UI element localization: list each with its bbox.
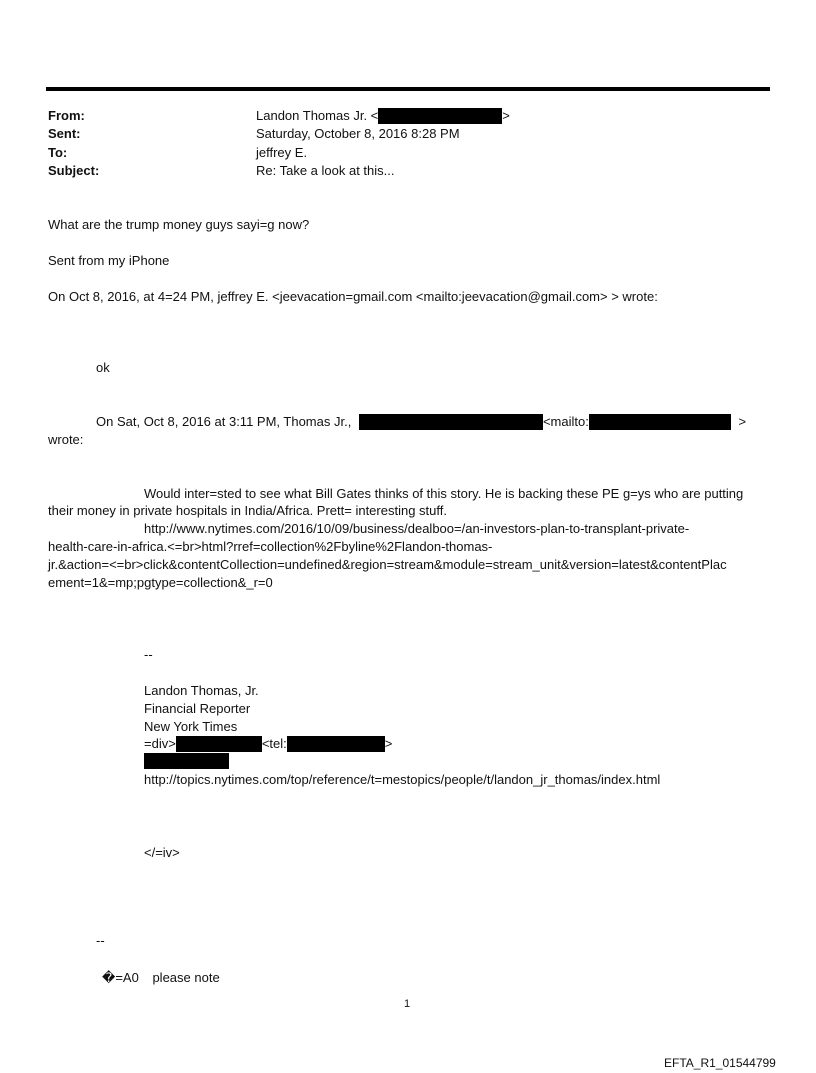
quote-intro: On Sat, Oct 8, 2016 at 3:11 PM, Thomas Jr., xyxy=(96,414,352,429)
article-url-line-1: http://www.nytimes.com/2016/10/09/business/dealboo=/an-investors-plan-to-transplant-private- xyxy=(144,521,690,536)
body-line-on-date: On Oct 8, 2016, at 4=24 PM, jeffrey E. <jeevacation=gmail.com <mailto:jeevacation@gmail.com> > wrote: xyxy=(48,289,658,304)
para-line-1: Would inter=sted to see what Bill Gates thinks of this story. He is backing these PE g=ys who are putting xyxy=(144,486,744,501)
signature-url: http://topics.nytimes.com/top/reference/t=mestopics/people/t/landon_jr_thomas/index.html xyxy=(144,772,661,787)
redaction-block xyxy=(144,753,229,769)
body-line-sent-from: Sent from my iPhone xyxy=(48,253,170,268)
quote-mailto: <mailto: xyxy=(542,414,589,429)
signature-name: Landon Thomas, Jr. xyxy=(144,683,259,698)
to-label: To: xyxy=(48,145,68,160)
document-id: EFTA_R1_01544799 xyxy=(664,1056,776,1070)
article-url-line-3: jr.&action=<=br>click&contentCollection=undefined&region=stream&module=stream_unit&version=latest&contentPlac xyxy=(48,557,727,572)
signature-tel: <tel: xyxy=(261,736,287,751)
quote-header xyxy=(96,414,746,430)
article-url-line-2: health-care-in-africa.<=br>html?rref=collection%2Fbyline%2Flandon-thomas- xyxy=(48,539,493,554)
note-line xyxy=(102,970,220,986)
signature-div: =div> xyxy=(144,736,176,751)
redaction-block xyxy=(359,414,543,430)
page-number: 1 xyxy=(404,998,411,1010)
signature-end-div: </=iv> xyxy=(144,845,180,860)
subject-label: Subject: xyxy=(48,163,100,178)
signature-org: New York Times xyxy=(144,719,238,734)
para-line-2: their money in private hospitals in India/Africa. Prett= interesting stuff. xyxy=(48,503,447,518)
signature-contact xyxy=(144,736,392,752)
quote-close: > xyxy=(738,414,747,429)
header-rule xyxy=(46,87,770,91)
from-close: > xyxy=(502,108,510,123)
article-url-line-4: ement=1&=mp;pgtype=collection&_r=0 xyxy=(48,575,273,590)
quote-wrote: wrote: xyxy=(48,432,84,447)
sent-value: Saturday, October 8, 2016 8:28 PM xyxy=(256,126,460,141)
to-value: jeffrey E. xyxy=(256,145,308,160)
signature-dash: -- xyxy=(144,647,153,662)
redaction-block xyxy=(176,736,262,752)
body-line-question: What are the trump money guys sayi=g now? xyxy=(48,217,310,232)
separator-dash: -- xyxy=(96,933,105,948)
from-label: From: xyxy=(48,108,85,123)
redaction-block xyxy=(378,108,502,124)
signature-redaction-row xyxy=(144,753,229,769)
redaction-block xyxy=(287,736,385,752)
from-value xyxy=(256,108,510,124)
note-text: please note xyxy=(152,970,220,985)
from-name: Landon Thomas Jr. < xyxy=(256,108,379,123)
signature-title: Financial Reporter xyxy=(144,701,251,716)
subject-value: Re: Take a look at this... xyxy=(256,163,395,178)
sent-label: Sent: xyxy=(48,126,81,141)
body-ok: ok xyxy=(96,360,110,375)
note-symbol: �=A0 xyxy=(102,970,139,985)
signature-tel-close: > xyxy=(384,736,393,751)
redaction-block xyxy=(589,414,731,430)
